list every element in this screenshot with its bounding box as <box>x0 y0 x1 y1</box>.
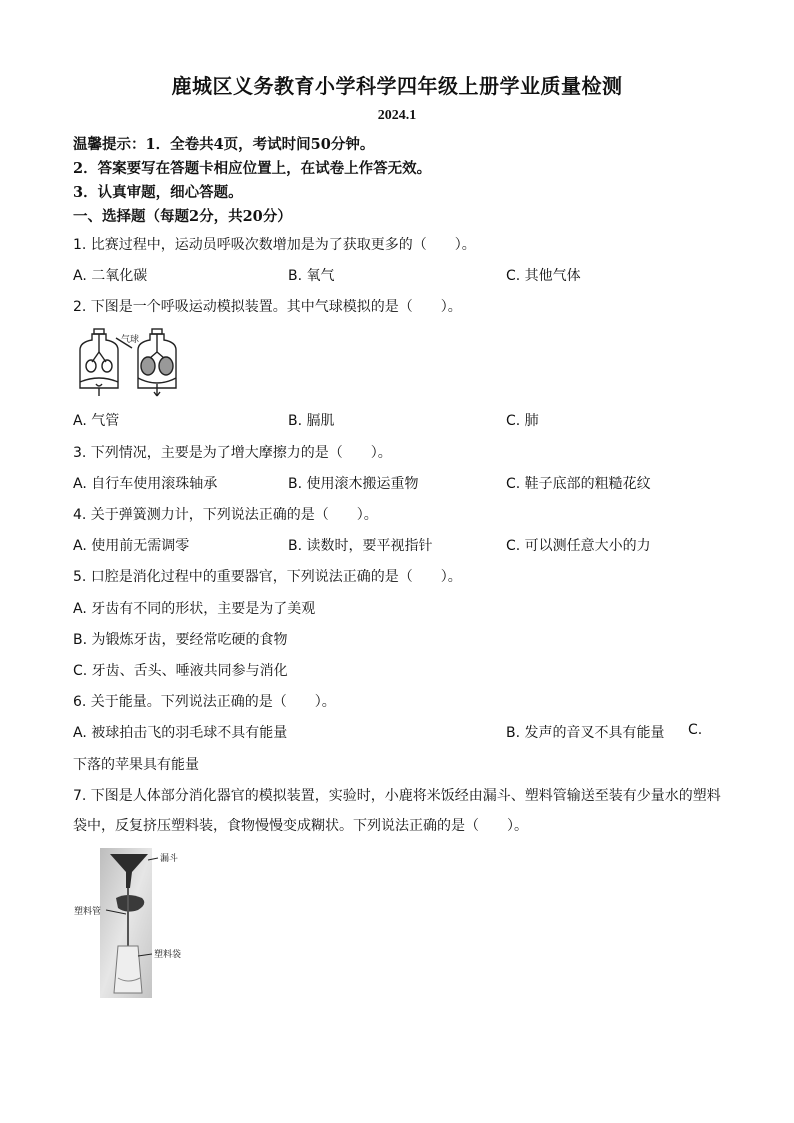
question-7-line-2: 袋中，反复挤压塑料装，食物慢慢变成糊状。下列说法正确的是（ ）。 <box>73 818 528 834</box>
tip-line-3: 3．认真审题，细心答题。 <box>73 184 243 201</box>
q1-option-b: B. 氧气 <box>288 268 335 284</box>
q2-option-c: C. 肺 <box>506 413 539 429</box>
tip-line-1: 温馨提示：1．全卷共4页，考试时间50分钟。 <box>73 136 375 153</box>
digestion-model-figure <box>72 848 192 1000</box>
question-7-line-1: 7. 下图是人体部分消化器官的模拟装置，实验时，小鹿将米饭经由漏斗、塑料管输送至装有少量水的塑料 <box>73 788 721 804</box>
question-6: 6. 关于能量。下列说法正确的是（ ）。 <box>73 694 336 710</box>
question-5: 5. 口腔是消化过程中的重要器官，下列说法正确的是（ ）。 <box>73 569 462 585</box>
q6-option-a: A. 被球拍击飞的羽毛球不具有能量 <box>73 725 288 741</box>
q5-option-c: C. 牙齿、舌头、唾液共同参与消化 <box>73 663 288 679</box>
q3-option-a: A. 自行车使用滚珠轴承 <box>73 476 218 492</box>
q6-option-b: B. 发声的音叉不具有能量 <box>506 725 665 741</box>
exam-date: 2024.1 <box>377 108 417 123</box>
tip-line-2: 2．答案要写在答题卡相应位置上，在试卷上作答无效。 <box>73 160 432 177</box>
q1-option-a: A. 二氧化碳 <box>73 268 148 284</box>
question-3: 3. 下列情况，主要是为了增大摩擦力的是（ ）。 <box>73 445 392 461</box>
page-title: 鹿城区义务教育小学科学四年级上册学业质量检测 <box>171 74 623 98</box>
tube-label: 塑料管 <box>74 907 102 917</box>
bag-label: 塑料袋 <box>154 950 182 960</box>
q6-option-c-text: 下落的苹果具有能量 <box>73 757 199 773</box>
question-1: 1. 比赛过程中，运动员呼吸次数增加是为了获取更多的（ ）。 <box>73 237 476 253</box>
q4-option-b: B. 读数时，要平视指针 <box>288 538 433 554</box>
section-heading: 一、选择题（每题2分，共20分） <box>73 208 292 225</box>
q5-option-a: A. 牙齿有不同的形状，主要是为了美观 <box>73 601 316 617</box>
q4-option-a: A. 使用前无需调零 <box>73 538 190 554</box>
q6-option-c-marker: C. <box>688 722 703 738</box>
question-2: 2. 下图是一个呼吸运动模拟装置。其中气球模拟的是（ ）。 <box>73 299 462 315</box>
q2-option-b: B. 膈肌 <box>288 413 335 429</box>
q4-option-c: C. 可以测任意大小的力 <box>506 538 651 554</box>
funnel-label: 漏斗 <box>160 854 179 864</box>
q2-option-a: A. 气管 <box>73 413 120 429</box>
breathing-model-figure <box>74 326 188 398</box>
q1-option-c: C. 其他气体 <box>506 268 581 284</box>
balloon-label: 气球 <box>121 335 140 345</box>
q3-option-c: C. 鞋子底部的粗糙花纹 <box>506 476 651 492</box>
q5-option-b: B. 为锻炼牙齿，要经常吃硬的食物 <box>73 632 288 648</box>
q3-option-b: B. 使用滚木搬运重物 <box>288 476 419 492</box>
question-4: 4. 关于弹簧测力计，下列说法正确的是（ ）。 <box>73 507 378 523</box>
